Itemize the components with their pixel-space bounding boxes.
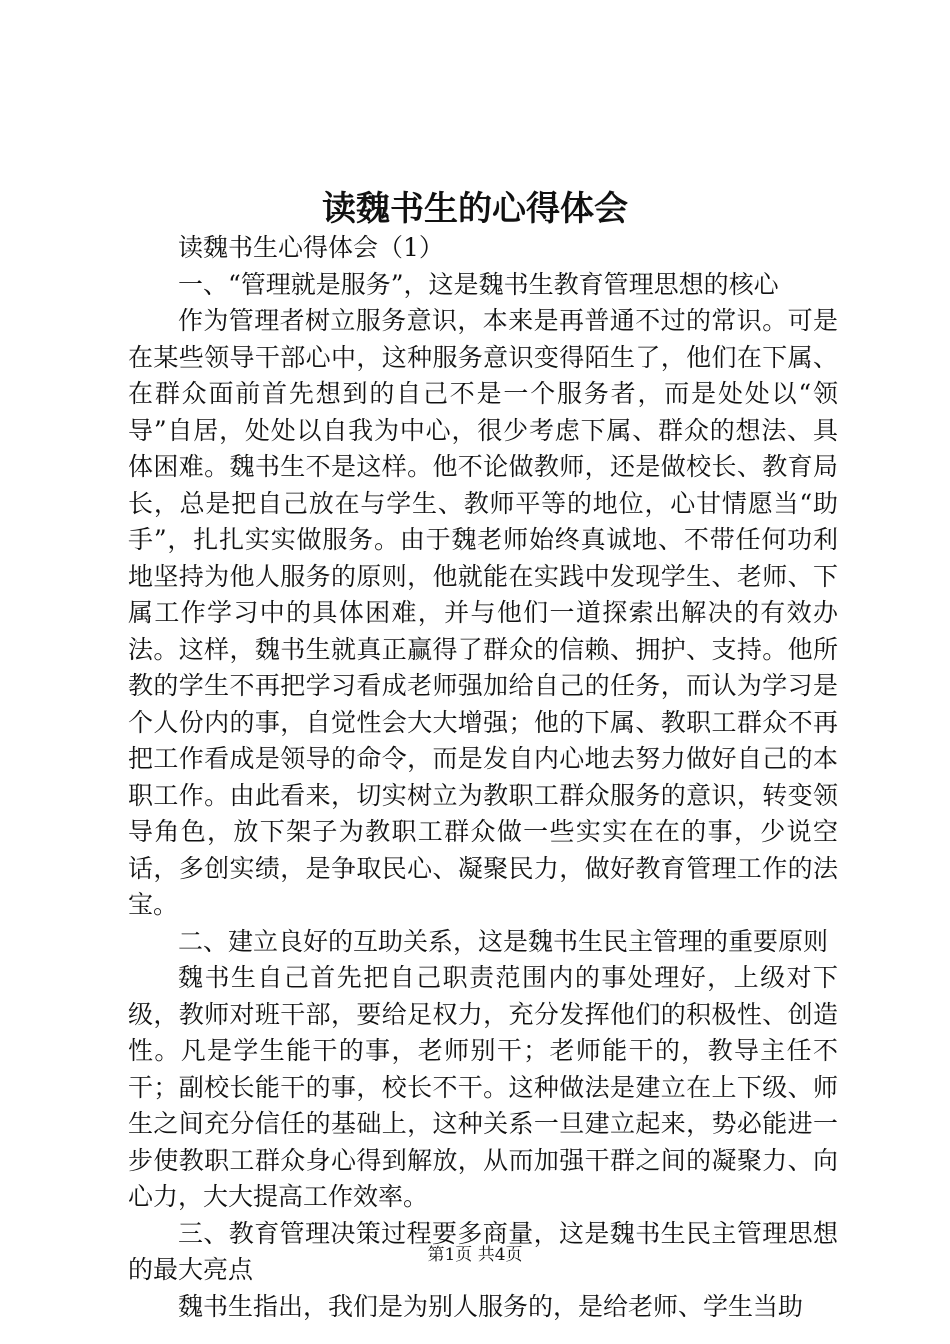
paragraph: 魏书生指出，我们是为别人服务的，是给老师、学生当助 <box>178 1291 804 1321</box>
section-heading-2: 二、建立良好的互助关系，这是魏书生民主管理的重要原则 <box>178 926 829 956</box>
paragraph: 魏书生自己首先把自己职责范围内的事处理好，上级对下级，教师对班干部，要给足权力，充分发挥他们的积极性、创造性。凡是学生能干的事，老师别干；老师能干的，教导主任不干；副校长能干的事，校长不干。这种做法是建立在上下级、师生之间充分信任的基础上，这种关系一旦建立起来，势必能进一步使教职工群众身心得到解放，从而加强干群之间的凝聚力、向心力，大大提高工作效率。 <box>128 963 838 1211</box>
document-title: 读魏书生的心得体会 <box>322 189 628 229</box>
section-heading-3: 三、教育管理决策过程要多商量，这是魏书生民主管理思想的最大亮点 <box>128 1218 838 1284</box>
page-footer: 第1页 共4页 <box>427 1245 523 1265</box>
section-heading-1: 一、“管理就是服务”，这是魏书生教育管理思想的核心 <box>178 269 779 299</box>
document-body <box>128 230 838 1325</box>
paragraph-heading: 读魏书生心得体会（1） <box>178 233 444 262</box>
paragraph: 作为管理者树立服务意识，本来是再普通不过的常识。可是在某些领导干部心中，这种服务意识变得陌生了，他们在下属、在群众面前首先想到的自己不是一个服务者，而是处处以“领导”自居，处处以自我为中心，很少考虑下属、群众的想法、具体困难。魏书生不是这样。他不论做教师，还是做校长、教育局长，总是把自己放在与学生、教师平等的地位，心甘情愿当“助手”，扎扎实实做服务。由于魏老师始终真诚地、不带任何功利地坚持为他人服务的原则，他就能在实践中发现学生、老师、下属工作学习中的具体困难，并与他们一道探索出解决的有效办法。这样，魏书生就真正赢得了群众的信赖、拥护、支持。他所教的学生不再把学习看成老师强加给自己的任务，而认为学习是个人份内的事，自觉性会大大增强；他的下属、教职工群众不再把工作看成是领导的命令，而是发自内心地去努力做好自己的本职工作。由此看来，切实树立为教职工群众服务的意识，转变领导角色，放下架子为教职工群众做一些实实在在的事，少说空话，多创实绩，是争取民心、凝聚民力，做好教育管理工作的法宝。 <box>128 306 838 919</box>
